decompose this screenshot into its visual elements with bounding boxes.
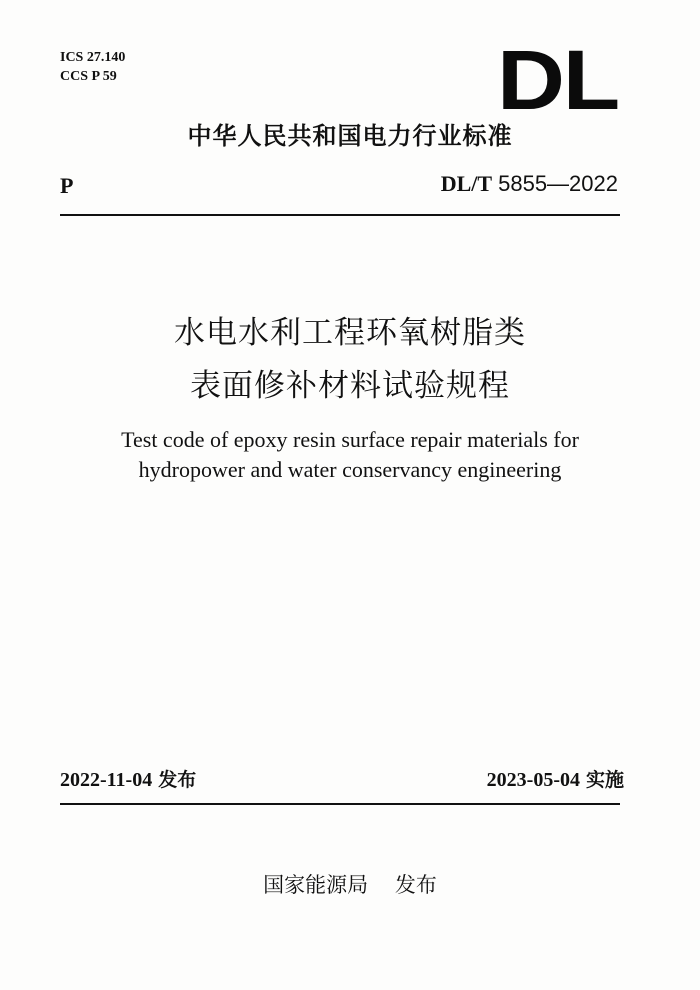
implementation-label: 实施 — [585, 769, 624, 791]
publisher-name: 国家能源局 — [263, 873, 369, 897]
standard-number-prefix: DL/T — [440, 171, 493, 196]
issue-date-value: 2022-11-04 — [60, 769, 153, 791]
industry-standard-heading: 中华人民共和国电力行业标准 — [187, 122, 513, 150]
standard-number-value: 5855—2022 — [498, 171, 618, 196]
ics-code: ICS 27.140 — [60, 50, 126, 65]
publisher — [0, 870, 700, 900]
profession-code: P — [60, 173, 74, 198]
ccs-code: CCS P 59 — [60, 69, 117, 84]
title-chinese-line-1: 水电水利工程环氧树脂类 — [174, 315, 526, 351]
title-english-line-2: hydropower and water conservancy engineering — [138, 457, 562, 482]
bottom-divider — [60, 803, 620, 805]
top-divider — [60, 214, 620, 216]
dl-logo: DL — [497, 33, 618, 127]
implementation-date-value: 2023-05-04 — [486, 769, 580, 791]
issue-date — [60, 766, 196, 794]
publisher-action: 发布 — [394, 873, 437, 897]
title-english-line-1: Test code of epoxy resin surface repair materials for — [121, 427, 579, 452]
standard-number — [441, 170, 618, 198]
implementation-date — [487, 766, 624, 794]
title-chinese-line-2: 表面修补材料试验规程 — [190, 368, 510, 404]
issue-label: 发布 — [158, 769, 197, 791]
